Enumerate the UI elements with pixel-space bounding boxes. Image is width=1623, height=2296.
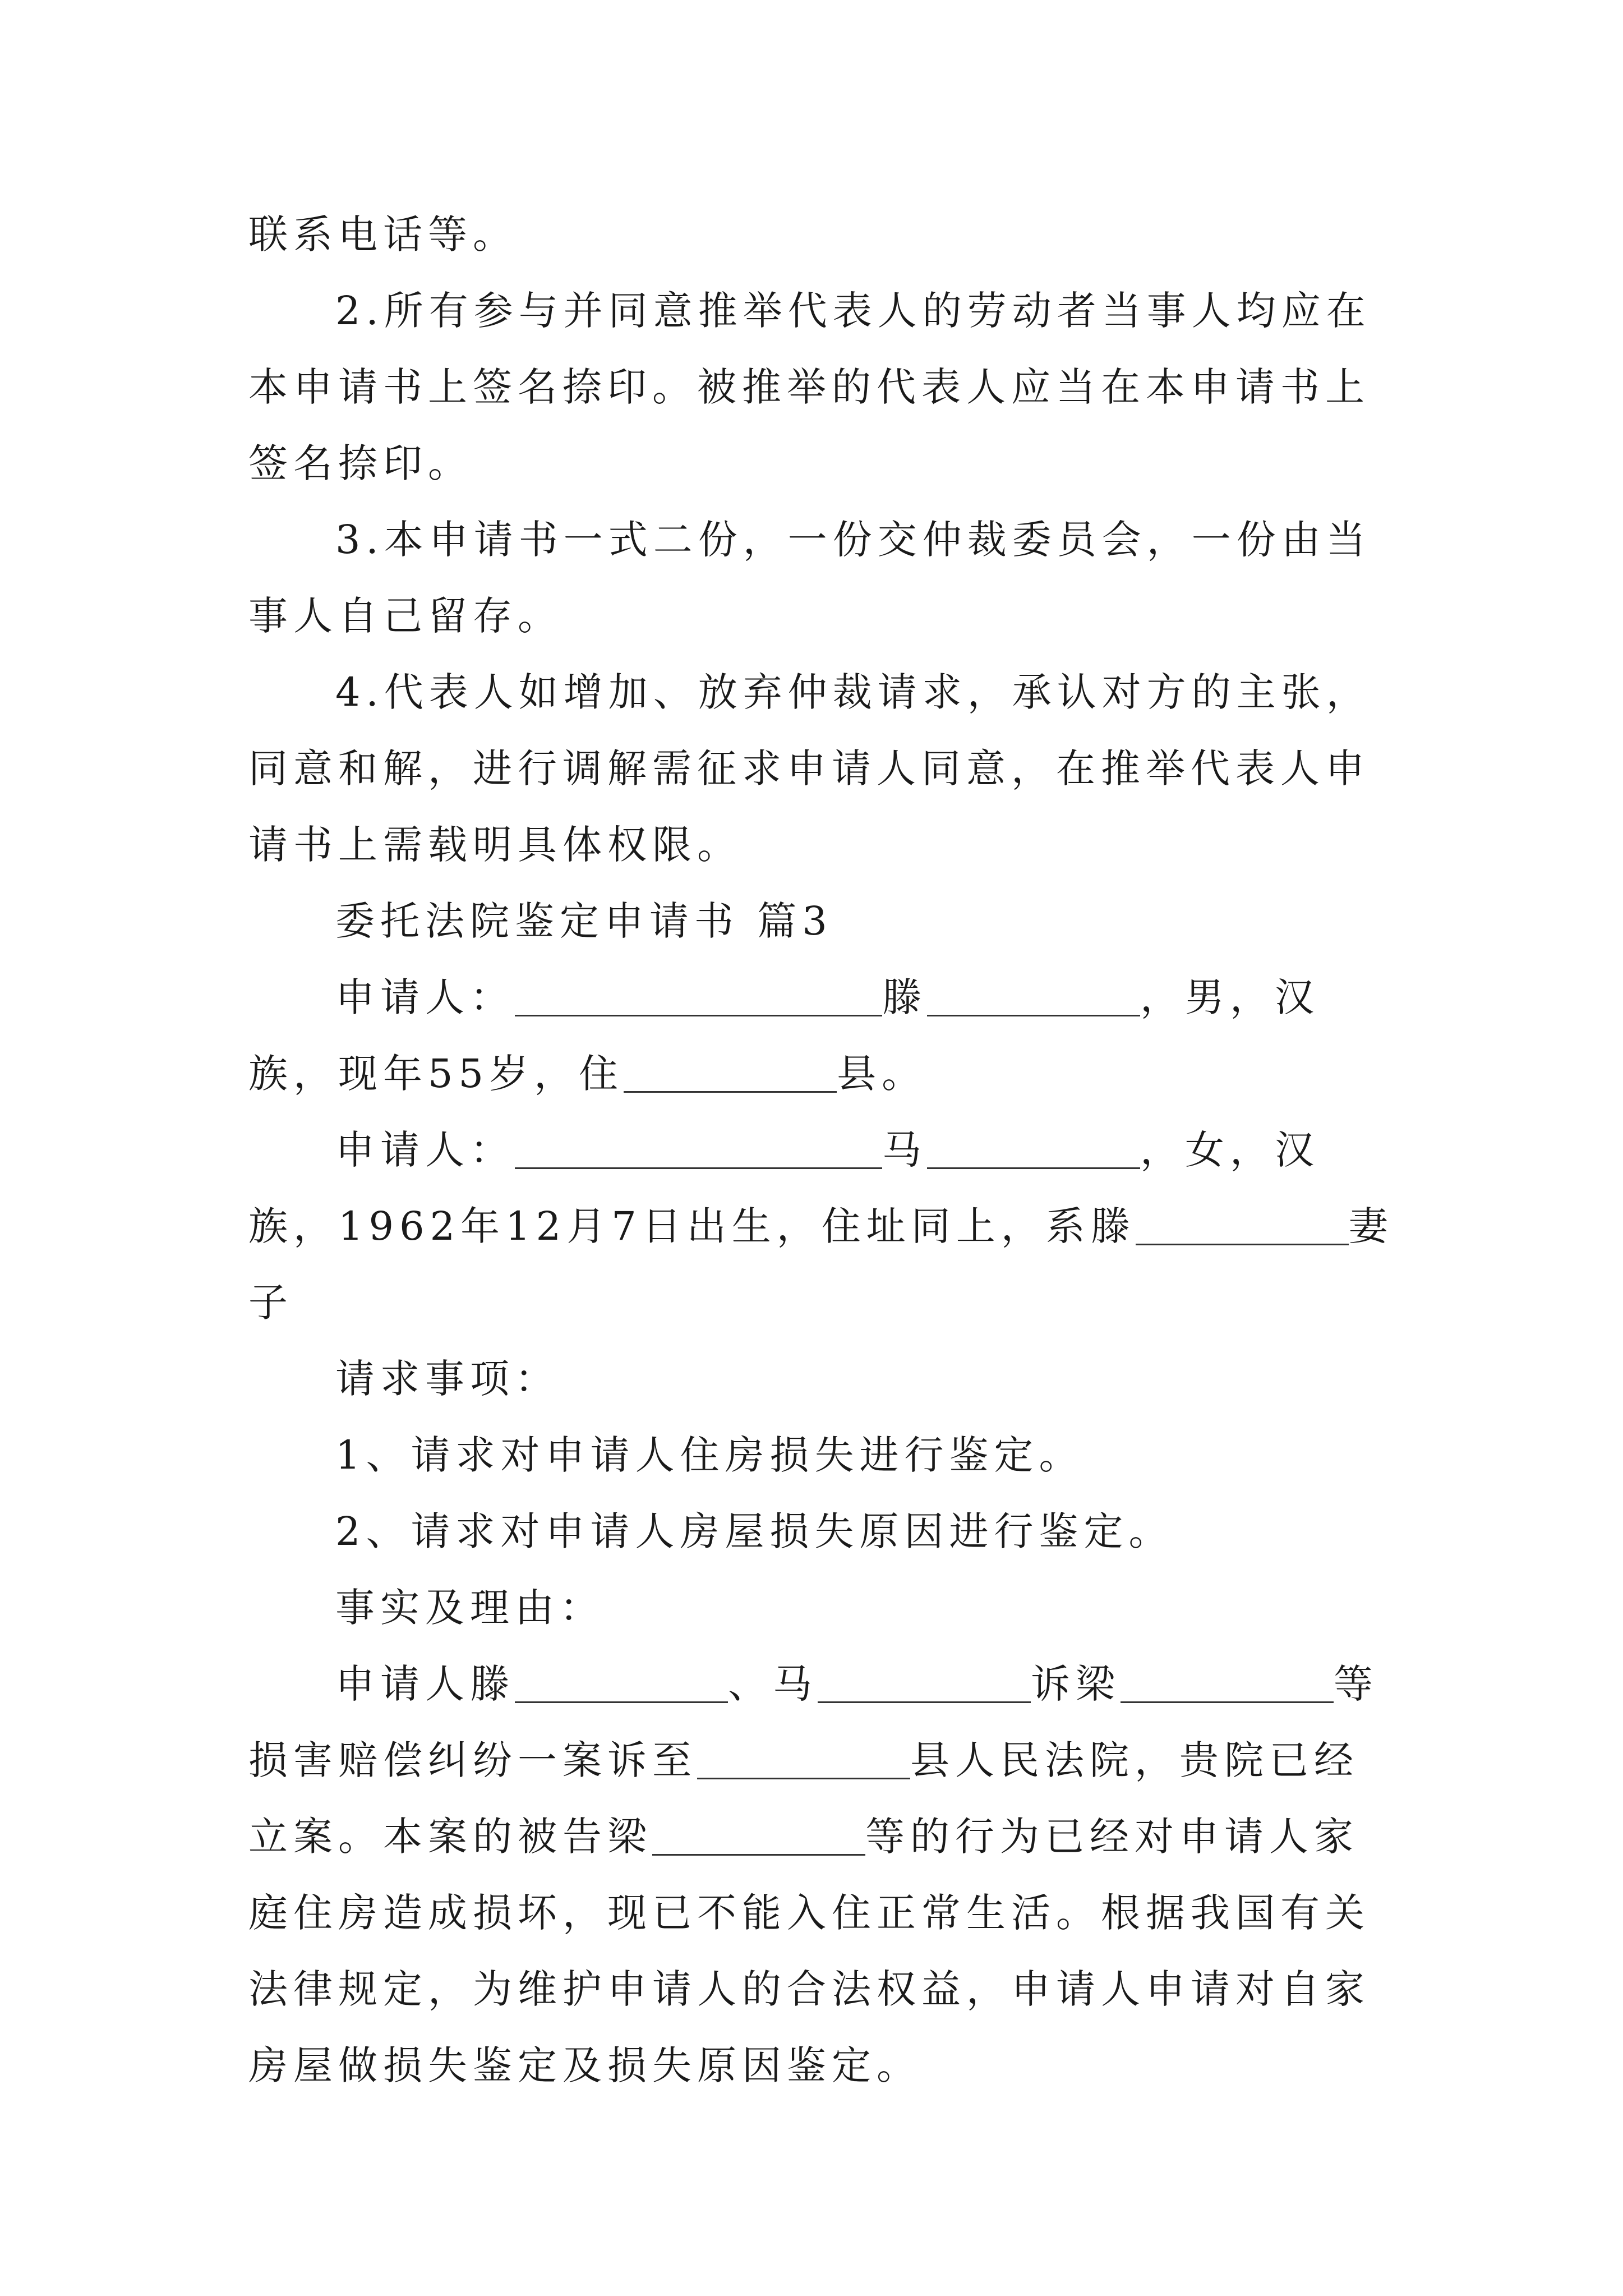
- applicant-1-county: 县。: [837, 1051, 927, 1097]
- request-item-2: 2、请求对申请人房屋损失原因进行鉴定。: [335, 1508, 1174, 1554]
- request-item-1: 1、请求对申请人住房损失进行鉴定。: [335, 1432, 1084, 1478]
- facts-part-3: 诉梁: [1031, 1661, 1121, 1707]
- blank-line: [927, 1128, 1140, 1169]
- applicant-2-relation: 妻子: [248, 1203, 1394, 1326]
- facts-part-4: 等损害赔偿纠纷一案诉至: [248, 1661, 1378, 1783]
- blank-line: [624, 1052, 837, 1093]
- paragraph-item-2: 2.所有参与并同意推举代表人的劳动者当事人均应在本申请书上签名捺印。被推举的代表人应当在本申请书上签名捺印。: [248, 288, 1371, 486]
- facts-heading: 事实及理由：: [335, 1585, 605, 1631]
- blank-line: [1121, 1662, 1334, 1703]
- document-body: [248, 196, 1395, 2104]
- applicant-2-surname: 马: [882, 1127, 927, 1173]
- facts-part-1: 申请人滕: [335, 1661, 515, 1707]
- applicant-1-label: 申请人：: [335, 974, 515, 1020]
- blank-line: [1136, 1204, 1349, 1245]
- section-title: 委托法院鉴定申请书 篇3: [335, 898, 833, 944]
- facts-part-5: 县人民法院，贵院已经立案。本案的被告梁: [248, 1737, 1359, 1860]
- applicant-1-details: ，男，汉族，现年55岁，住: [248, 974, 1320, 1097]
- paragraph-item-3: 3.本申请书一式二份，一份交仲裁委员会，一份由当事人自己留存。: [248, 517, 1371, 639]
- applicant-2-details: ，女，汉族，1962年12月7日出生，住址同上，系滕: [248, 1127, 1320, 1249]
- applicant-1-surname: 滕: [882, 974, 927, 1020]
- paragraph-contact: 联系电话等。: [248, 211, 518, 257]
- applicant-1: [248, 959, 1395, 1112]
- blank-line: [652, 1815, 865, 1856]
- blank-line: [515, 976, 882, 1016]
- facts-paragraph: [248, 1646, 1395, 2104]
- blank-line: [927, 976, 1140, 1016]
- facts-part-6: 等的行为已经对申请人家庭住房造成损坏，现已不能入住正常生活。根据我国有关法律规定，为维护申请人的合法权益，申请人申请对自家房屋做损失鉴定及损失原因鉴定。: [248, 1814, 1370, 2088]
- blank-line: [818, 1662, 1031, 1703]
- paragraph-item-4: 4.代表人如增加、放弃仲裁请求，承认对方的主张，同意和解，进行调解需征求申请人同意，在推举代表人申请书上需载明具体权限。: [248, 669, 1371, 868]
- facts-part-2: 、马: [728, 1661, 818, 1707]
- requests-heading: 请求事项：: [335, 1356, 560, 1402]
- blank-line: [515, 1662, 728, 1703]
- blank-line: [697, 1738, 910, 1779]
- blank-line: [515, 1128, 882, 1169]
- applicant-2-label: 申请人：: [335, 1127, 515, 1173]
- applicant-2: [248, 1112, 1395, 1341]
